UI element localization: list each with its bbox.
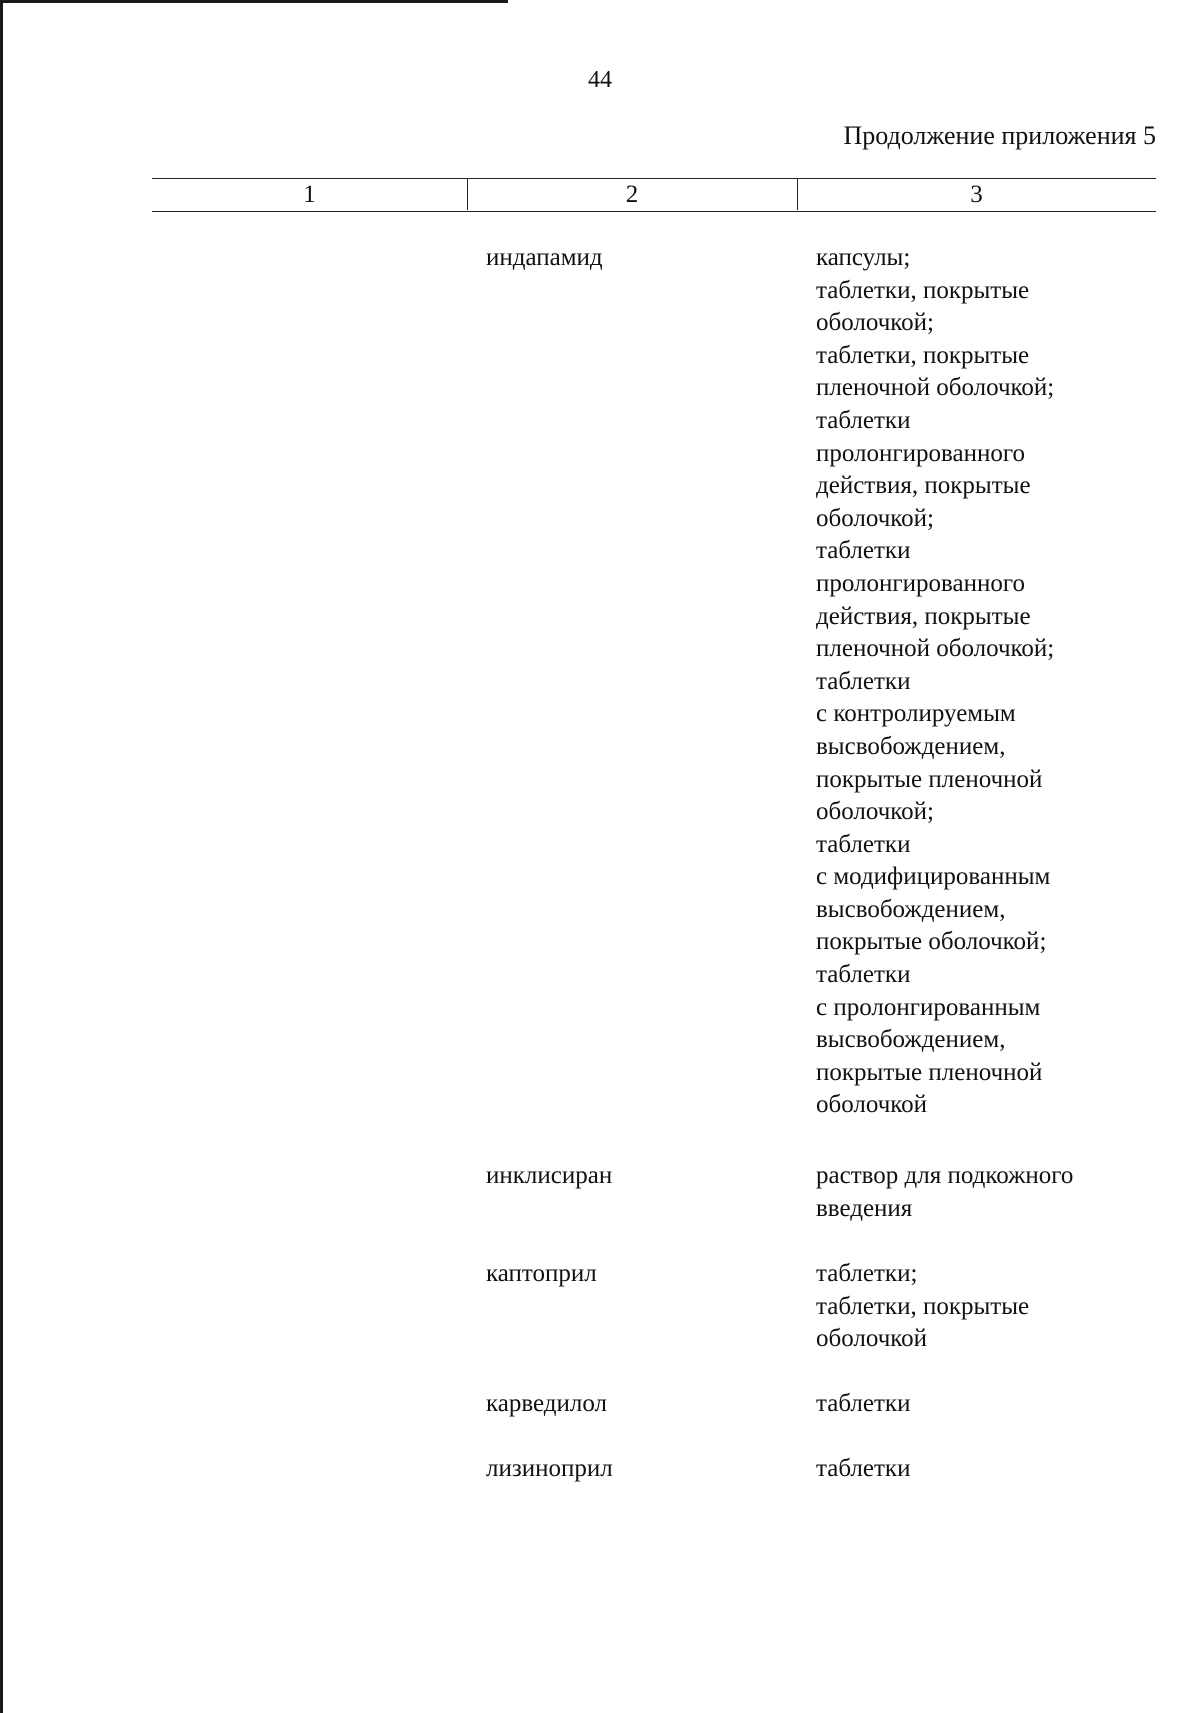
dosage-forms [816,1453,1156,1486]
dosage-form-line: таблетки, покрытые [816,276,1030,304]
dosage-form-line: покрытые оболочкой; [816,928,1047,956]
scan-edge-top [0,0,508,3]
dosage-form-line: капсулы; [816,244,911,271]
drug-name: каптоприл [486,1260,597,1287]
dosage-form-line: таблетки [816,667,911,695]
dosage-form-line: таблетки [816,537,911,565]
scan-edge-left [0,0,3,1713]
dosage-form-line: оболочкой; [816,798,934,826]
dosage-form-line: пролонгированного [816,569,1025,597]
column-header-3: 3 [970,181,983,208]
dosage-form-line: оболочкой; [816,309,934,337]
dosage-form-line: введения [816,1194,913,1222]
column-header-2: 2 [467,179,798,210]
drug-name: инклисиран [486,1162,613,1189]
page-number: 44 [588,67,612,93]
dosage-form-line: таблетки [816,1455,911,1482]
dosage-form-line: действия, покрытые [816,472,1031,500]
dosage-form-line: с модифицированным [816,863,1051,891]
column-header-1: 1 [152,179,468,210]
dosage-form-line: таблетки [816,961,911,989]
drug-name: лизиноприл [486,1455,613,1482]
dosage-form-line: раствор для подкожного [816,1162,1074,1189]
dosage-form-line: оболочкой; [816,504,934,532]
dosage-form-line: таблетки [816,406,911,434]
dosage-form-line: с пролонгированным [816,993,1041,1021]
dosage-form-line: таблетки [816,830,911,858]
dosage-form-line: таблетки, покрытые [816,1292,1030,1320]
dosage-form-line: покрытые пленочной [816,765,1043,793]
dosage-form-line: с контролируемым [816,700,1016,728]
dosage-form-line: оболочкой [816,1325,928,1353]
dosage-forms [816,1160,1156,1225]
dosage-form-line: высвобождением, [816,1026,1006,1054]
dosage-form-line: пленочной оболочкой; [816,374,1055,402]
table-header [152,178,1156,212]
dosage-form-line: таблетки [816,1390,911,1417]
dosage-form-line: пленочной оболочкой; [816,635,1055,663]
dosage-form-line: высвобождением, [816,732,1006,760]
dosage-form-line: таблетки; [816,1260,918,1287]
drug-name: индапамид [486,244,603,271]
dosage-form-line: пролонгированного [816,439,1025,467]
dosage-forms [816,242,1156,1122]
drug-name: карведилол [486,1390,608,1417]
dosage-forms [816,1258,1156,1356]
dosage-forms [816,1388,1156,1421]
dosage-form-line: высвобождением, [816,895,1006,923]
dosage-form-line: покрытые пленочной [816,1058,1043,1086]
dosage-form-line: оболочкой [816,1091,928,1119]
dosage-form-line: действия, покрытые [816,602,1031,630]
dosage-form-line: таблетки, покрытые [816,341,1030,369]
appendix-caption: Продолжение приложения 5 [843,121,1156,150]
